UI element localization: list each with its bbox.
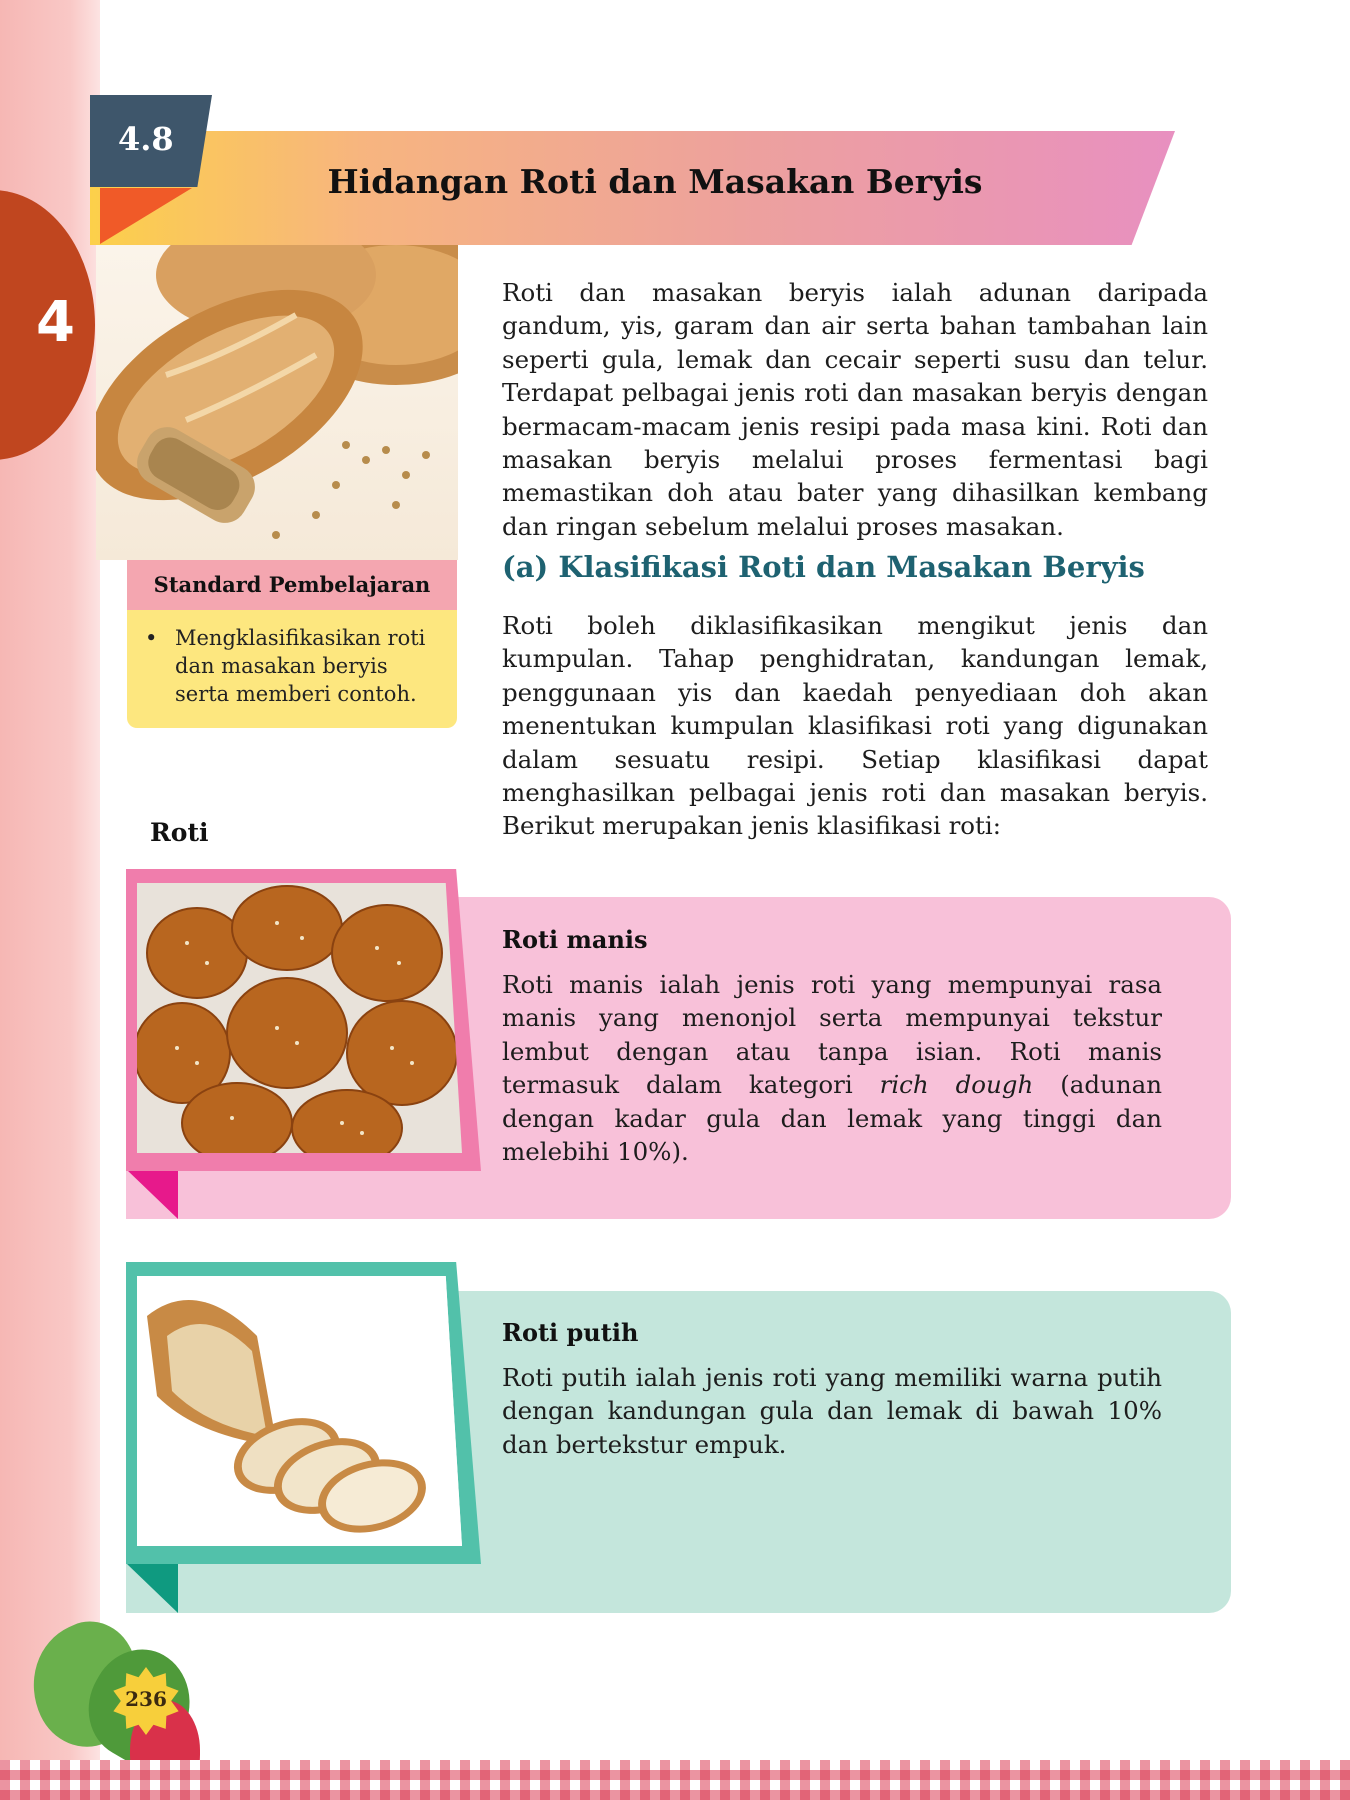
white-bread-illustration xyxy=(137,1276,462,1546)
page-number: 236 xyxy=(125,1687,167,1711)
roti-manis-italic-term: rich dough xyxy=(879,1070,1034,1100)
roti-putih-description: Roti putih ialah jenis roti yang memiliki warna putih dengan kandungan gula dan lemak di bawah 10% dan bertekstur empuk. xyxy=(502,1363,1162,1459)
roti-manis-title: Roti manis xyxy=(502,925,648,954)
subsection-heading: (a) Klasifikasi Roti dan Masakan Beryis xyxy=(502,550,1145,584)
checkered-footer-border xyxy=(0,1760,1350,1800)
learning-standard-box xyxy=(127,560,457,728)
roti-manis-photo xyxy=(137,883,462,1153)
roti-label: Roti xyxy=(150,818,209,847)
section-title: Hidangan Roti dan Masakan Beryis xyxy=(327,162,983,201)
bread-loaves-illustration xyxy=(96,245,458,560)
roti-manis-text-part: (adunan dengan kadar gula dan lemak yang tinggi dan melebihi 10%). xyxy=(502,1070,1162,1167)
learning-standard-item: • Mengklasifikasikan roti dan masakan beryis serta memberi contoh. xyxy=(127,610,457,708)
sweet-bread-illustration xyxy=(137,883,462,1153)
roti-manis-photo-frame xyxy=(126,869,481,1171)
roti-putih-photo xyxy=(137,1276,462,1546)
intro-paragraph: Roti dan masakan beryis ialah adunan daripada gandum, yis, garam dan air serta bahan tambahan lain seperti gula, lemak dan cecair seperti susu dan telur. Terdapat pelbagai jenis roti dan masakan beryis dengan bermacam-macam jenis resipi pada masa kini. Roti dan masakan beryis melalui proses fermentasi bagi memastikan doh atau bater yang dihasilkan kembang dan ringan sebelum melalui proses masakan. xyxy=(502,278,1208,541)
bread-loaves-photo xyxy=(96,245,458,560)
roti-manis-description xyxy=(502,968,1162,1168)
roti-putih-title: Roti putih xyxy=(502,1318,639,1347)
roti-putih-photo-frame xyxy=(126,1262,481,1564)
chapter-number: 4 xyxy=(36,290,75,355)
learning-standard-heading: Standard Pembelajaran xyxy=(127,560,457,610)
roti-manis-text-part: Roti manis ialah jenis roti yang mempunyai rasa manis yang menonjol serta mempunyai tekstur lembut dengan atau tanpa isian. Roti manis termasuk dalam kategori xyxy=(502,970,1162,1100)
section-number: 4.8 xyxy=(118,120,174,158)
subsection-paragraph: Roti boleh diklasifikasikan mengikut jenis dan kumpulan. Tahap penghidratan, kandungan lemak, penggunaan yis dan kaedah penyediaan doh akan menentukan kumpulan klasifikasi roti yang digunakan dalam sesuatu resipi. Setiap klasifikasi dapat menghasilkan pelbagai jenis roti dan masakan beryis. Berikut merupakan jenis klasifikasi roti: xyxy=(502,611,1208,841)
